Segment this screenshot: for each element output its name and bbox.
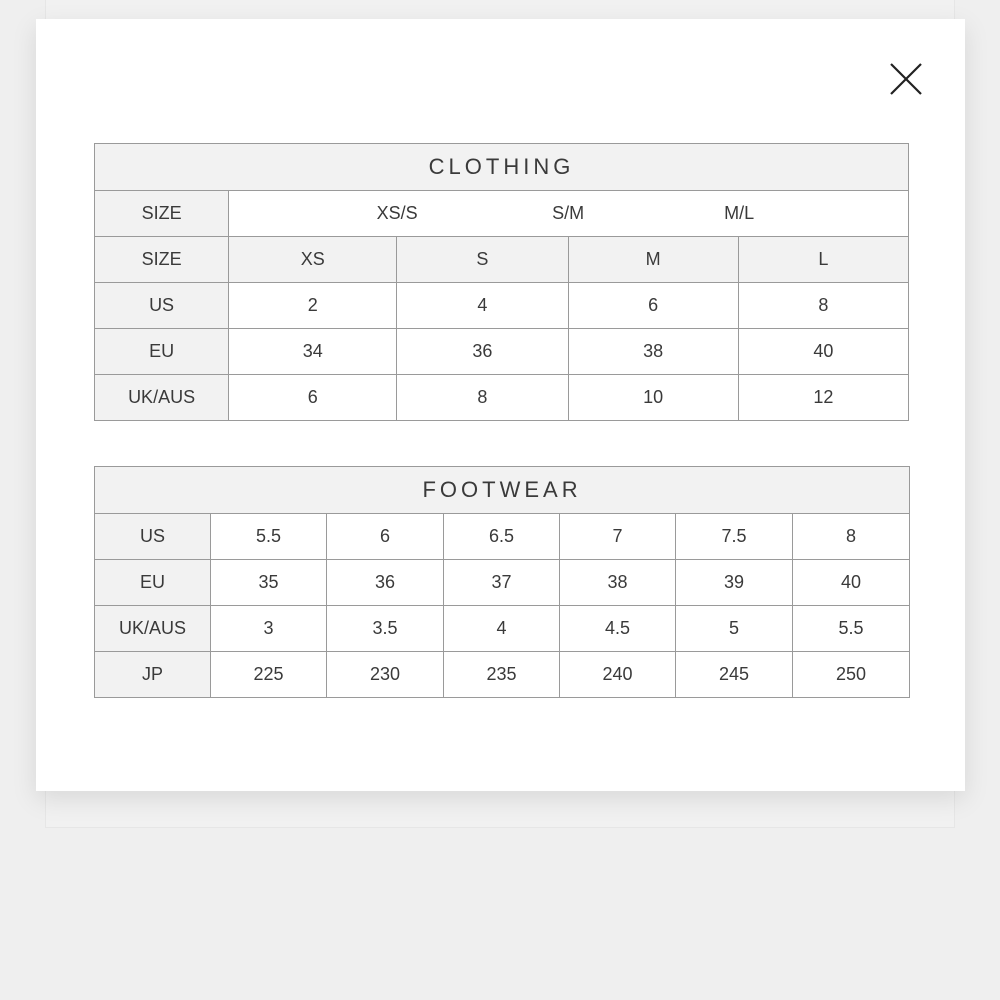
table-cell: 6 (327, 514, 444, 560)
table-cell: XS (229, 237, 397, 283)
footwear-size-table (94, 466, 910, 698)
row-label-size-range: SIZE (95, 191, 229, 237)
table-cell: 5.5 (211, 514, 327, 560)
table-cell: 6 (568, 283, 738, 329)
table-cell: 35 (211, 560, 327, 606)
table-cell: 5 (676, 606, 793, 652)
table-cell: 36 (397, 329, 568, 375)
table-row (95, 606, 910, 652)
table-row (95, 329, 909, 375)
table-cell: 40 (793, 560, 910, 606)
row-label: EU (95, 560, 211, 606)
range-label: M/L (724, 203, 755, 223)
table-cell: 10 (568, 375, 738, 421)
table-cell: 2 (229, 283, 397, 329)
table-cell: 225 (211, 652, 327, 698)
table-cell: 8 (738, 283, 908, 329)
close-button[interactable] (886, 59, 926, 99)
range-label: XS/S (376, 203, 418, 223)
table-row (95, 375, 909, 421)
table-cell: 36 (327, 560, 444, 606)
table-cell: 4 (397, 283, 568, 329)
table-cell: 8 (397, 375, 568, 421)
table-cell: 5.5 (793, 606, 910, 652)
size-guide-modal (36, 19, 965, 791)
table-cell: 38 (568, 329, 738, 375)
footwear-title: FOOTWEAR (95, 467, 910, 514)
table-cell: 7.5 (676, 514, 793, 560)
table-cell: M (568, 237, 738, 283)
table-cell: 240 (560, 652, 676, 698)
table-cell: 39 (676, 560, 793, 606)
row-label: EU (95, 329, 229, 375)
table-cell: 40 (738, 329, 908, 375)
row-label: SIZE (95, 237, 229, 283)
table-cell: 37 (444, 560, 560, 606)
table-row (95, 514, 910, 560)
row-label: JP (95, 652, 211, 698)
table-row (95, 560, 910, 606)
table-cell: 230 (327, 652, 444, 698)
row-label: US (95, 283, 229, 329)
table-cell: 245 (676, 652, 793, 698)
range-label: S/M (552, 203, 585, 223)
table-cell: 6 (229, 375, 397, 421)
row-label: US (95, 514, 211, 560)
table-cell: 38 (560, 560, 676, 606)
table-cell: 235 (444, 652, 560, 698)
table-cell: L (738, 237, 908, 283)
table-cell: 3.5 (327, 606, 444, 652)
table-cell: 7 (560, 514, 676, 560)
clothing-size-table (94, 143, 909, 421)
table-cell: 34 (229, 329, 397, 375)
clothing-title: CLOTHING (95, 144, 909, 191)
table-row (95, 237, 909, 283)
table-cell: S (397, 237, 568, 283)
table-cell: 4 (444, 606, 560, 652)
table-cell: 250 (793, 652, 910, 698)
row-label: UK/AUS (95, 606, 211, 652)
table-cell: 12 (738, 375, 908, 421)
row-label: UK/AUS (95, 375, 229, 421)
size-range-cell (229, 191, 909, 237)
table-row (95, 283, 909, 329)
table-cell: 8 (793, 514, 910, 560)
table-cell: 3 (211, 606, 327, 652)
table-cell: 6.5 (444, 514, 560, 560)
table-row (95, 652, 910, 698)
table-cell: 4.5 (560, 606, 676, 652)
close-x-icon (886, 59, 926, 99)
